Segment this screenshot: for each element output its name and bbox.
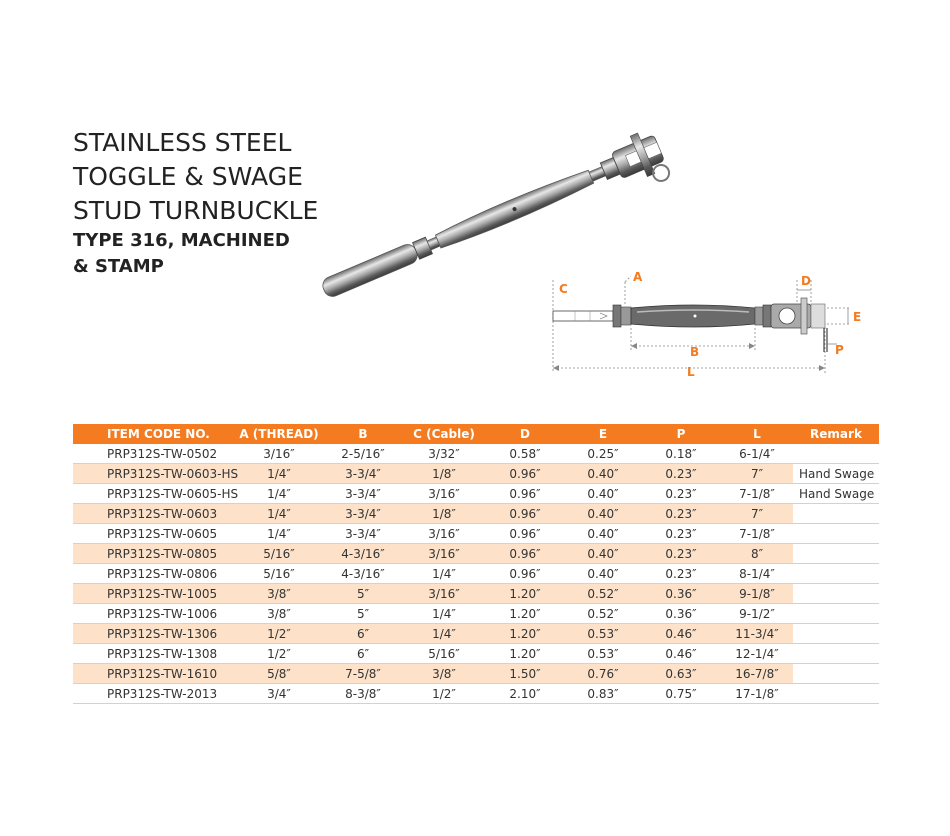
remark-cell	[793, 584, 879, 604]
subtitle-line-2: & STAMP	[73, 256, 164, 277]
title-line-3: STUD TURNBUCKLE	[73, 196, 319, 225]
table-row	[73, 484, 879, 504]
table-row	[73, 664, 879, 684]
item-code-cell: PRP312S-TW-1610	[73, 664, 235, 684]
e-cell: 0.83″	[587, 686, 619, 701]
table-row	[73, 464, 879, 484]
p-cell: 0.46″	[665, 646, 697, 661]
d-cell: 2.10″	[509, 686, 541, 701]
c-cable-cell: 5/16″	[428, 646, 460, 661]
a-thread-cell: 1/2″	[267, 646, 291, 661]
p-cell: 0.18″	[665, 446, 697, 461]
table-header-row	[73, 424, 879, 444]
e-cell: 0.40″	[565, 464, 641, 484]
diagram-label-d: D	[801, 274, 811, 288]
item-code-cell: PRP312S-TW-0603-HS	[73, 464, 235, 484]
b-cell: 8-3/8″	[345, 686, 381, 701]
l-cell: 9-1/8″	[721, 584, 793, 604]
a-thread-cell: 1/4″	[267, 526, 291, 541]
l-cell: 9-1/2″	[739, 606, 775, 621]
b-cell: 7-5/8″	[323, 664, 403, 684]
table-row	[73, 524, 879, 544]
remark-cell	[793, 504, 879, 524]
diagram-label-e: E	[853, 310, 862, 324]
item-code-cell: PRP312S-TW-0603	[73, 504, 235, 524]
l-cell: 8-1/4″	[739, 566, 775, 581]
header-c-cable: C (Cable)	[403, 424, 485, 444]
item-code-cell: PRP312S-TW-2013	[107, 686, 218, 701]
remark-cell	[793, 544, 879, 564]
c-cable-cell: 1/4″	[432, 606, 456, 621]
d-cell: 0.96″	[485, 544, 565, 564]
d-cell: 0.96″	[509, 566, 541, 581]
b-cell: 3-3/4″	[323, 504, 403, 524]
b-cell: 2-5/16″	[341, 446, 385, 461]
a-thread-cell: 1/2″	[235, 624, 323, 644]
c-cable-cell: 3/16″	[403, 544, 485, 564]
a-thread-cell: 3/8″	[267, 606, 291, 621]
d-cell: 1.20″	[509, 646, 541, 661]
b-cell: 6″	[323, 624, 403, 644]
a-thread-cell: 3/16″	[263, 446, 295, 461]
d-cell: 0.96″	[509, 486, 541, 501]
diagram-label-p: P	[835, 343, 844, 357]
p-cell: 0.23″	[641, 464, 721, 484]
a-thread-cell: 5/16″	[235, 544, 323, 564]
table-row	[73, 604, 879, 624]
header-item-code: ITEM CODE NO.	[73, 424, 235, 444]
c-cable-cell: 1/4″	[432, 566, 456, 581]
a-thread-cell: 1/4″	[267, 486, 291, 501]
item-code-cell: PRP312S-TW-0502	[107, 446, 218, 461]
b-cell: 3-3/4″	[345, 526, 381, 541]
table-row	[73, 644, 879, 664]
a-thread-cell: 3/4″	[267, 686, 291, 701]
table-header	[73, 424, 879, 444]
table-row	[73, 624, 879, 644]
e-cell: 0.40″	[587, 486, 619, 501]
c-cable-cell: 3/16″	[403, 584, 485, 604]
remark-cell	[793, 564, 879, 584]
d-cell: 0.96″	[485, 504, 565, 524]
c-cable-cell: 3/8″	[403, 664, 485, 684]
l-cell: 11-3/4″	[721, 624, 793, 644]
d-cell: 1.20″	[509, 606, 541, 621]
l-cell: 16-7/8″	[721, 664, 793, 684]
remark-cell	[793, 624, 879, 644]
p-cell: 0.23″	[665, 486, 697, 501]
remark-cell	[793, 644, 879, 664]
b-cell: 5″	[323, 584, 403, 604]
p-cell: 0.46″	[641, 624, 721, 644]
l-cell: 12-1/4″	[735, 646, 779, 661]
diagram-label-a: A	[633, 270, 643, 284]
dimension-diagram	[545, 268, 865, 383]
a-thread-cell: 3/8″	[235, 584, 323, 604]
d-cell: 1.50″	[485, 664, 565, 684]
c-cable-cell: 3/16″	[428, 526, 460, 541]
c-cable-cell: 1/8″	[403, 464, 485, 484]
product-title-block	[73, 126, 318, 280]
c-cable-cell: 1/4″	[403, 624, 485, 644]
p-cell: 0.36″	[641, 584, 721, 604]
l-cell: 7-1/8″	[739, 486, 775, 501]
d-cell: 1.20″	[485, 624, 565, 644]
d-cell: 0.96″	[509, 526, 541, 541]
e-cell: 0.40″	[565, 544, 641, 564]
c-cable-cell: 3/32″	[428, 446, 460, 461]
header-e: E	[565, 424, 641, 444]
p-cell: 0.23″	[665, 526, 697, 541]
c-cable-cell: 3/16″	[428, 486, 460, 501]
header-a-thread: A (THREAD)	[235, 424, 323, 444]
table-row	[73, 684, 879, 704]
e-cell: 0.40″	[587, 526, 619, 541]
e-cell: 0.40″	[587, 566, 619, 581]
e-cell: 0.40″	[565, 504, 641, 524]
header-l: L	[721, 424, 793, 444]
p-cell: 0.23″	[641, 504, 721, 524]
header-d: D	[485, 424, 565, 444]
d-cell: 0.96″	[485, 464, 565, 484]
title-line-1: STAINLESS STEEL	[73, 128, 292, 157]
b-cell: 4-3/16″	[323, 544, 403, 564]
p-cell: 0.23″	[665, 566, 697, 581]
b-cell: 3-3/4″	[323, 464, 403, 484]
item-code-cell: PRP312S-TW-0605-HS	[107, 486, 239, 501]
header-b: B	[323, 424, 403, 444]
a-thread-cell: 1/4″	[235, 504, 323, 524]
remark-cell: Hand Swage	[793, 464, 879, 484]
l-cell: 17-1/8″	[735, 686, 779, 701]
remark-cell	[793, 444, 879, 464]
a-thread-cell: 5/16″	[263, 566, 295, 581]
b-cell: 6″	[356, 646, 370, 661]
item-code-cell: PRP312S-TW-1006	[107, 606, 218, 621]
subtitle-line-1: TYPE 316, MACHINED	[73, 230, 290, 251]
a-thread-cell: 5/8″	[235, 664, 323, 684]
item-code-cell: PRP312S-TW-0605	[107, 526, 218, 541]
b-cell: 4-3/16″	[341, 566, 385, 581]
specification-table	[73, 424, 879, 704]
remark-cell: Hand Swage	[799, 486, 875, 501]
e-cell: 0.76″	[565, 664, 641, 684]
e-cell: 0.25″	[587, 446, 619, 461]
remark-cell	[793, 664, 879, 684]
e-cell: 0.52″	[587, 606, 619, 621]
e-cell: 0.52″	[565, 584, 641, 604]
p-cell: 0.36″	[665, 606, 697, 621]
l-cell: 6-1/4″	[739, 446, 775, 461]
remark-cell	[793, 524, 879, 544]
table-row	[73, 584, 879, 604]
a-thread-cell: 1/4″	[235, 464, 323, 484]
l-cell: 7-1/8″	[739, 526, 775, 541]
remark-cell	[793, 604, 879, 624]
item-code-cell: PRP312S-TW-0806	[107, 566, 218, 581]
table-row	[73, 444, 879, 464]
table-row	[73, 564, 879, 584]
table-body	[73, 444, 879, 704]
diagram-label-b: B	[690, 345, 700, 359]
l-cell: 8″	[721, 544, 793, 564]
item-code-cell: PRP312S-TW-1306	[73, 624, 235, 644]
p-cell: 0.23″	[641, 544, 721, 564]
d-cell: 1.20″	[485, 584, 565, 604]
remark-cell	[793, 684, 879, 704]
diagram-label-l: L	[687, 365, 695, 379]
p-cell: 0.63″	[641, 664, 721, 684]
d-cell: 0.58″	[509, 446, 541, 461]
l-cell: 7″	[721, 464, 793, 484]
c-cable-cell: 1/8″	[403, 504, 485, 524]
e-cell: 0.53″	[587, 646, 619, 661]
c-cable-cell: 1/2″	[432, 686, 456, 701]
table-row	[73, 504, 879, 524]
b-cell: 5″	[356, 606, 370, 621]
item-code-cell: PRP312S-TW-0805	[73, 544, 235, 564]
diagram-label-c: C	[559, 282, 568, 296]
header-p: P	[641, 424, 721, 444]
title-line-2: TOGGLE & SWAGE	[73, 162, 303, 191]
e-cell: 0.53″	[565, 624, 641, 644]
b-cell: 3-3/4″	[345, 486, 381, 501]
p-cell: 0.75″	[665, 686, 697, 701]
l-cell: 7″	[721, 504, 793, 524]
item-code-cell: PRP312S-TW-1005	[73, 584, 235, 604]
header-remark: Remark	[793, 424, 879, 444]
table-row	[73, 544, 879, 564]
item-code-cell: PRP312S-TW-1308	[107, 646, 218, 661]
